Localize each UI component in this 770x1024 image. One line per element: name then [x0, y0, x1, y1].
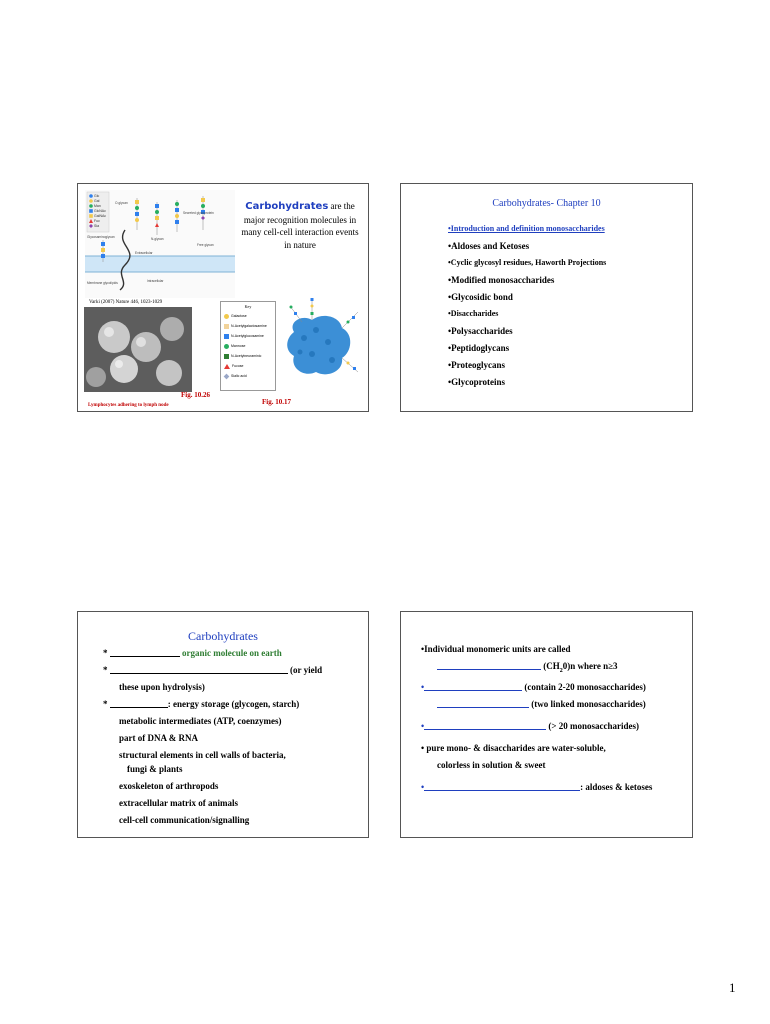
definition-line: colorless in solution & sweet	[437, 760, 546, 770]
svg-text:GalNAc: GalNAc	[94, 214, 107, 219]
page-number: 1	[729, 980, 736, 995]
galactose-icon	[224, 314, 229, 319]
blank-field	[437, 661, 541, 670]
blank-field	[110, 648, 180, 657]
svg-text:Free glycan: Free glycan	[197, 243, 214, 247]
definition-text: (contain 2-20 monosaccharides)	[524, 682, 646, 692]
galnac-icon	[224, 324, 229, 329]
svg-text:O-glycan: O-glycan	[115, 201, 128, 205]
slide1-title: Carbohydrates	[245, 201, 329, 212]
glycan-diagram	[85, 190, 235, 298]
svg-text:Glycosaminoglycan: Glycosaminoglycan	[87, 235, 115, 239]
svg-text:Secreted glycoprotein: Secreted glycoprotein	[183, 211, 214, 215]
role-line: part of DNA & RNA	[119, 733, 198, 743]
outline-item: •Aldoses and Ketoses	[448, 241, 530, 251]
figure-caption-lymphocytes: Lymphocytes adhering to lymph node	[88, 403, 169, 408]
slide-monosaccharide-definitions	[400, 611, 693, 838]
role-line: cell-cell communication/signalling	[119, 815, 250, 825]
svg-text:Intracellular: Intracellular	[147, 279, 164, 283]
outline-item: •Modified monosaccharides	[448, 275, 555, 285]
role-line: structural elements in cell walls of bacteria,	[119, 750, 286, 760]
sugar-key: Key Galactose N-Acetylgalactosamine N-Acetylglucosamine Mannose N-Acetylneuraminic Fucose Sialic acid	[220, 301, 276, 391]
role-line: (or yield	[290, 665, 323, 675]
blank-field	[110, 665, 288, 674]
definition-line: •Individual monomeric units are called	[421, 644, 571, 654]
role-line: extracellular matrix of animals	[119, 798, 239, 808]
svg-text:Extracellular: Extracellular	[135, 251, 153, 255]
definition-text: (two linked monosaccharides)	[531, 699, 646, 709]
outline-item: •Peptidoglycans	[448, 343, 510, 353]
definition-text: : aldoses & ketoses	[580, 782, 653, 792]
fucose-icon	[224, 364, 230, 369]
definition-text: (> 20 monosaccharides)	[548, 721, 640, 731]
glcnac-icon	[224, 334, 229, 339]
blank-field	[437, 699, 529, 708]
slide2-title: Carbohydrates- Chapter 10	[492, 198, 601, 209]
figure-label-10-26: Fig. 10.26	[181, 391, 210, 399]
svg-text:Membrane glycolipids: Membrane glycolipids	[87, 281, 118, 285]
sialic-acid-icon	[224, 373, 230, 379]
role-line: these upon hydrolysis)	[119, 682, 205, 692]
figure-label-10-17: Fig. 10.17	[262, 398, 291, 406]
svg-text:GlcNAc: GlcNAc	[94, 209, 106, 214]
role-line: organic molecule on earth	[182, 648, 282, 658]
outline-item: •Glycoproteins	[448, 377, 505, 387]
definition-text: (CH	[543, 661, 560, 671]
svg-text:Gal: Gal	[94, 199, 100, 204]
outline-item: •Polysaccharides	[448, 326, 513, 336]
role-line: exoskeleton of arthropods	[119, 781, 219, 791]
outline-item: •Glycosidic bond	[448, 292, 513, 302]
role-line: metabolic intermediates (ATP, coenzymes)	[119, 716, 282, 726]
blank-field	[110, 699, 168, 708]
role-line: : energy storage (glycogen, starch)	[167, 699, 300, 709]
blank-field	[424, 721, 546, 730]
slide-chapter-outline	[400, 183, 693, 412]
slide-carbohydrates-recognition	[77, 183, 369, 412]
roles-list: * organic molecule on earth * (or yield these upon hydrolysis) * : energy storage (glycogen, starch) metabolic intermediates (ATP, coenzymes) part of DNA & RNA structural elements in cell walls of bacteria, fungi & plants exoskeleton of arthropods extracellular matrix of animals cell-cell communication/signalling	[103, 648, 322, 832]
svg-text:Glc: Glc	[94, 194, 100, 199]
role-line: fungi & plants	[127, 764, 183, 774]
definitions-list: •Individual monomeric units are called $(CH_20)n$ where n≥3 • (contain 2-20 monosaccharides) (two linked monosaccharides) • (> 20 monosaccharides) • pure mono- & disaccharides are water-soluble, colorless in solution & sweet • : aldoses & ketoses	[421, 644, 653, 792]
svg-text:Man: Man	[94, 204, 101, 209]
outline-item[interactable]: •Introduction and definition monosaccharides	[448, 224, 605, 233]
blank-field	[424, 782, 580, 791]
subscript: 2	[559, 667, 563, 674]
svg-text:Sia: Sia	[94, 224, 100, 229]
outline-item: •Disaccharides	[448, 309, 499, 318]
figure-citation: Varki (2007) Nature 446, 1023-1029	[89, 300, 163, 305]
neuraminic-icon	[224, 354, 229, 359]
mannose-icon	[224, 344, 229, 349]
svg-text:Fuc: Fuc	[94, 219, 100, 224]
blank-field	[424, 682, 522, 691]
svg-text:N-glycan: N-glycan	[151, 237, 164, 241]
slide1-body: are the major recognition molecules in many cell-cell interaction events in nature	[241, 201, 359, 250]
definition-text: 0)n where n≥3	[562, 661, 618, 671]
outline-item: •Proteoglycans	[448, 360, 505, 370]
key-title: Key	[244, 304, 252, 309]
slide-carbohydrates-roles	[77, 611, 369, 838]
glycoprotein-model	[282, 292, 362, 392]
slide1-text	[238, 200, 362, 251]
slide3-title: Carbohydrates	[188, 629, 258, 643]
outline-list	[448, 224, 606, 394]
outline-item: •Cyclic glycosyl residues, Haworth Projections	[448, 258, 607, 267]
lymphocyte-micrograph	[84, 307, 192, 392]
definition-line: • pure mono- & disaccharides are water-soluble,	[421, 743, 606, 753]
